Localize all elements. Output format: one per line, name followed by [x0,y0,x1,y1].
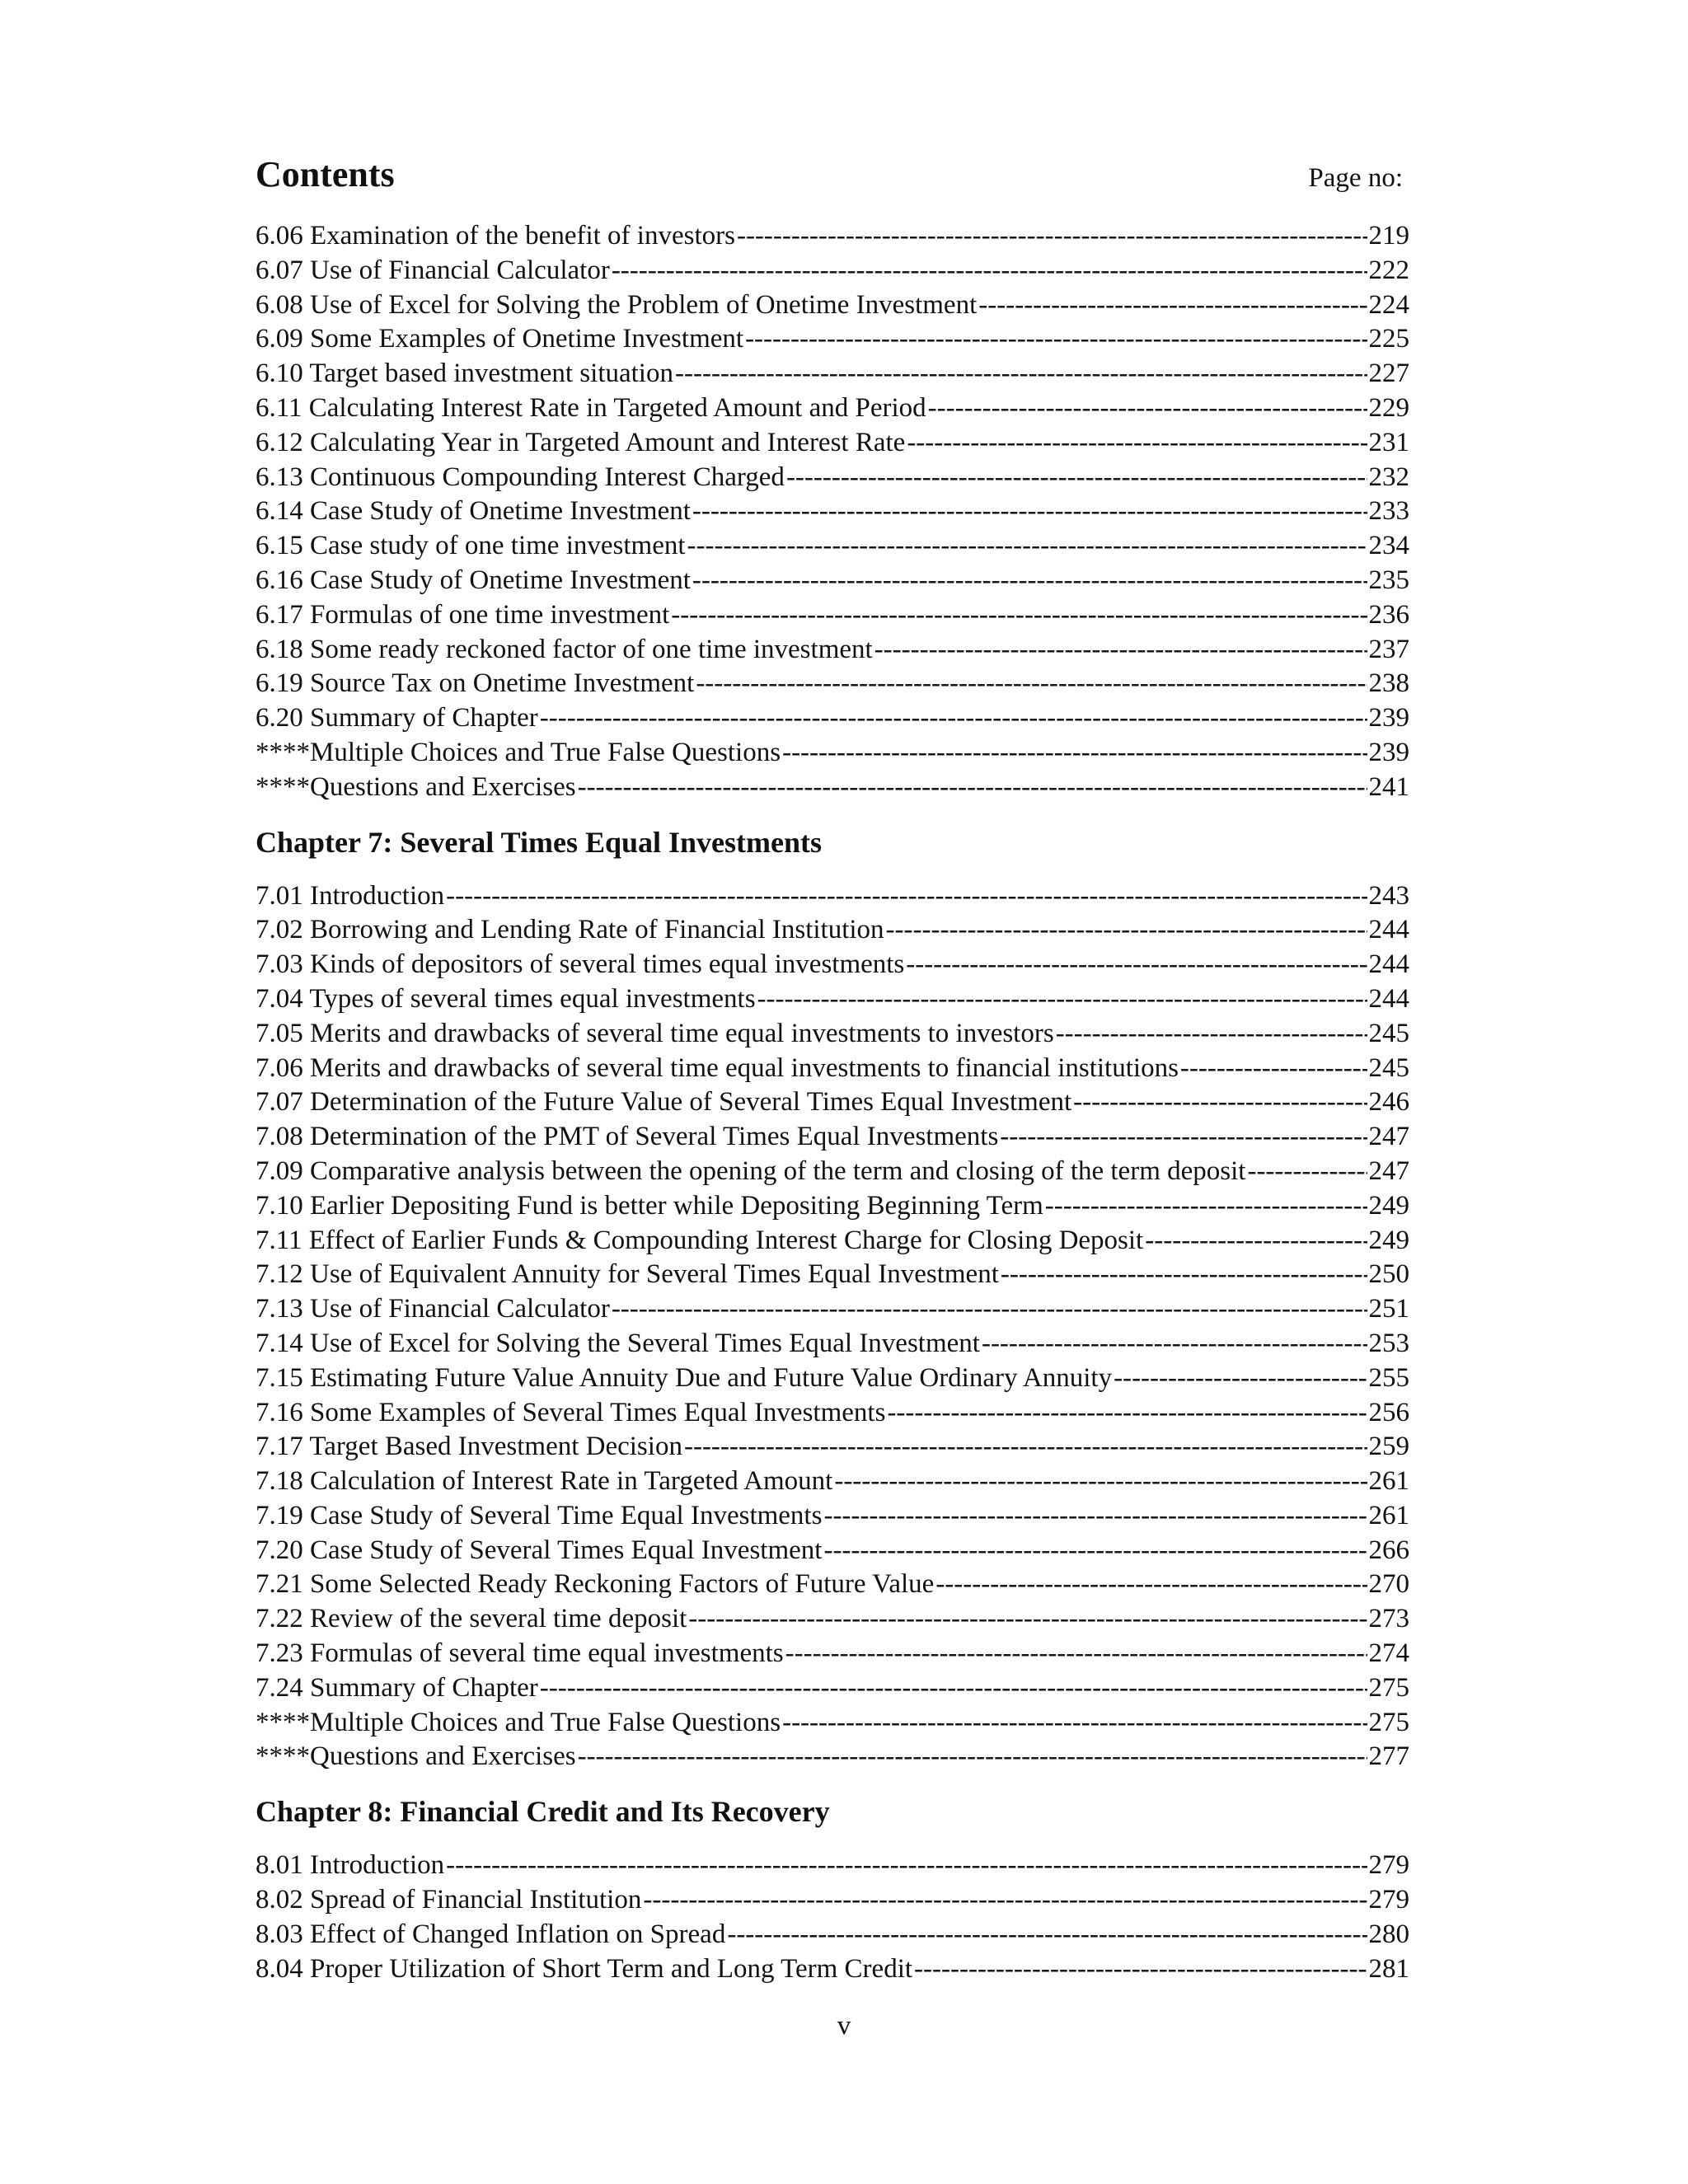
toc-entry[interactable] [256,1292,1409,1327]
dash-leader [834,1465,1367,1499]
toc-entry-page-number: 239 [1368,703,1409,733]
dash-leader [782,1706,1367,1741]
toc-entry-page-number: 249 [1368,1190,1409,1221]
toc-entry-title: 6.08 Use of Excel for Solving the Problem of Onetime Investment [256,289,978,320]
toc-entry-page-number: 245 [1368,1052,1409,1083]
toc-entry-title: 7.20 Case Study of Several Times Equal Investment [256,1535,823,1565]
toc-entry-title: ****Questions and Exercises [256,771,576,802]
toc-entry-title: 6.17 Formulas of one time investment [256,599,670,630]
dash-leader [688,1602,1367,1637]
toc-entry-page-number: 219 [1368,221,1409,251]
dash-leader [446,879,1367,914]
toc-entry-title: ****Questions and Exercises [256,1741,576,1772]
toc-entry-title: 6.13 Continuous Compounding Interest Charged [256,462,785,492]
dash-leader [874,633,1367,668]
toc-entry-page-number: 259 [1368,1432,1409,1462]
toc-entry-title: 7.10 Earlier Depositing Fund is better while Depositing Beginning Term [256,1190,1043,1221]
dash-leader [696,667,1367,701]
toc-entry[interactable] [256,879,1409,914]
dash-leader [684,1430,1367,1465]
toc-entry-title: 7.06 Merits and drawbacks of several time equal investments to financial institutions [256,1052,1179,1083]
chapter-heading: Chapter 7: Several Times Equal Investments [256,825,823,859]
toc-entry-title: 7.14 Use of Excel for Solving the Several Times Equal Investment [256,1328,980,1358]
toc-entry-title: 6.20 Summary of Chapter [256,703,538,733]
toc-entry-title: 7.03 Kinds of depositors of several times equal investments [256,949,905,980]
dash-leader [540,1671,1367,1706]
dash-leader [1114,1361,1367,1396]
toc-entry-title: 6.16 Case Study of Onetime Investment [256,565,691,595]
toc-entry[interactable] [256,494,1409,529]
toc-entry-title: 6.09 Some Examples of Onetime Investment [256,324,744,354]
toc-entry-page-number: 235 [1368,565,1409,595]
toc-entry[interactable] [256,1017,1409,1052]
toc-entry-page-number: 231 [1368,427,1409,457]
dash-leader [1045,1189,1367,1224]
toc-entry-page-number: 250 [1368,1259,1409,1290]
toc-entry-title: 6.18 Some ready reckoned factor of one time investment [256,634,873,664]
dash-leader [1073,1085,1367,1120]
toc-entry-page-number: 232 [1368,462,1409,492]
toc-entry-page-number: 280 [1368,1919,1409,1949]
toc-entry-title: 7.05 Merits and drawbacks of several time equal investments to investors [256,1018,1054,1048]
toc-entry-title: 6.14 Case Study of Onetime Investment [256,496,691,527]
toc-entry-page-number: 245 [1368,1018,1409,1048]
toc-list [256,219,1409,1986]
toc-entry[interactable] [256,982,1409,1017]
chapter-heading: Chapter 8: Financial Credit and Its Recovery [256,1795,830,1829]
toc-entry-title: 7.04 Types of several times equal investments [256,983,756,1014]
dash-leader [692,494,1367,529]
page-title: Contents [256,154,395,194]
toc-entry-title: 8.04 Proper Utilization of Short Term and Long Term Credit [256,1953,913,1984]
toc-entry[interactable] [256,1361,1409,1396]
toc-entry-page-number: 236 [1368,599,1409,630]
toc-entry-title: 6.07 Use of Financial Calculator [256,255,610,285]
toc-entry[interactable] [256,1568,1409,1602]
toc-entry[interactable] [256,1637,1409,1671]
toc-entry[interactable] [256,357,1409,391]
toc-entry[interactable] [256,461,1409,495]
toc-entry-page-number: 227 [1368,359,1409,389]
toc-entry-title: 7.15 Estimating Future Value Annuity Due and Future Value Ordinary Annuity [256,1362,1113,1393]
dash-leader [823,1499,1367,1534]
dash-leader [782,736,1367,771]
toc-entry[interactable] [256,1085,1409,1120]
toc-entry-page-number: 273 [1368,1604,1409,1634]
toc-entry[interactable] [256,771,1409,805]
dash-leader [687,529,1367,564]
dash-leader [578,771,1367,805]
toc-entry-title: 7.02 Borrowing and Lending Rate of Financial Institution [256,915,884,945]
dash-leader [745,322,1367,357]
toc-entry[interactable] [256,1396,1409,1431]
toc-entry[interactable] [256,288,1409,323]
dash-leader [1000,1120,1367,1155]
dash-leader [1180,1052,1367,1086]
toc-entry-title: 7.17 Target Based Investment Decision [256,1432,682,1462]
toc-entry-page-number: 237 [1368,634,1409,664]
toc-entry[interactable] [256,1499,1409,1534]
toc-entry[interactable] [256,667,1409,701]
toc-entry-page-number: 274 [1368,1638,1409,1669]
toc-entry[interactable] [256,1155,1409,1189]
toc-entry-page-number: 246 [1368,1087,1409,1118]
toc-entry-page-number: 279 [1368,1885,1409,1915]
dash-leader [643,1883,1367,1918]
dash-leader [887,1396,1367,1431]
toc-entry[interactable] [256,219,1409,254]
toc-entry-page-number: 244 [1368,983,1409,1014]
toc-entry[interactable] [256,1602,1409,1637]
dash-leader [786,461,1367,495]
toc-entry-title: 7.18 Calculation of Interest Rate in Targeted Amount [256,1466,833,1497]
toc-entry[interactable] [256,1918,1409,1952]
toc-entry-title: 7.24 Summary of Chapter [256,1672,538,1703]
toc-entry-title: 6.15 Case study of one time investment [256,531,686,561]
toc-entry-title: 7.23 Formulas of several time equal investments [256,1638,784,1669]
toc-entry-page-number: 225 [1368,324,1409,354]
toc-entry-title: 7.11 Effect of Earlier Funds & Compounding Interest Charge for Closing Deposit [256,1225,1144,1255]
toc-entry-title: ****Multiple Choices and True False Questions [256,737,781,767]
toc-entry-page-number: 233 [1368,496,1409,527]
toc-entry-page-number: 275 [1368,1672,1409,1703]
toc-entry[interactable] [256,1952,1409,1987]
toc-entry-page-number: 251 [1368,1294,1409,1324]
toc-entry-title: 7.09 Comparative analysis between the opening of the term and closing of the term deposit [256,1155,1246,1186]
toc-entry-title: 7.19 Case Study of Several Time Equal Investments [256,1500,823,1530]
toc-entry[interactable] [256,948,1409,982]
toc-entry-title: 7.08 Determination of the PMT of Several Times Equal Investments [256,1122,999,1152]
toc-entry-page-number: 253 [1368,1328,1409,1358]
dash-leader [1001,1258,1367,1292]
toc-entry[interactable] [256,322,1409,357]
toc-entry-page-number: 244 [1368,949,1409,980]
page-number-column-label: Page no: [1308,163,1403,193]
toc-entry[interactable] [256,1430,1409,1465]
dash-leader [785,1637,1367,1671]
contents-page [256,153,1409,1986]
dash-leader [928,391,1367,426]
toc-entry[interactable] [256,633,1409,668]
dash-leader [1056,1017,1367,1052]
toc-entry-title: 7.07 Determination of the Future Value of Several Times Equal Investment [256,1087,1072,1118]
toc-entry[interactable] [256,1120,1409,1155]
toc-entry-page-number: 261 [1368,1466,1409,1497]
dash-leader [1247,1155,1367,1189]
toc-entry[interactable] [256,1883,1409,1918]
toc-entry-title: 7.16 Some Examples of Several Times Equal Investments [256,1397,886,1427]
toc-entry[interactable] [256,391,1409,426]
toc-entry[interactable] [256,1189,1409,1224]
dash-leader [727,1918,1367,1952]
dash-leader [1145,1224,1367,1258]
toc-entry[interactable] [256,254,1409,288]
dash-leader [692,564,1367,598]
toc-entry-page-number: 222 [1368,255,1409,285]
toc-entry-page-number: 224 [1368,289,1409,320]
toc-entry-page-number: 249 [1368,1225,1409,1255]
toc-entry[interactable] [256,701,1409,736]
dash-leader [612,254,1367,288]
dash-leader [823,1534,1367,1568]
dash-leader [446,1849,1367,1883]
toc-entry-page-number: 279 [1368,1850,1409,1881]
toc-entry[interactable] [256,736,1409,771]
toc-entry[interactable] [256,1327,1409,1361]
toc-entry[interactable] [256,1224,1409,1258]
toc-entry[interactable] [256,1706,1409,1741]
toc-entry-page-number: 275 [1368,1707,1409,1737]
toc-entry-title: 6.11 Calculating Interest Rate in Targeted Amount and Period [256,392,926,423]
toc-entry[interactable] [256,529,1409,564]
toc-entry-page-number: 256 [1368,1397,1409,1427]
dash-leader [978,288,1367,323]
toc-entry-page-number: 270 [1368,1569,1409,1600]
page-footer-number: v [837,2011,851,2041]
toc-entry[interactable] [256,426,1409,461]
toc-entry[interactable] [256,1052,1409,1086]
toc-entry[interactable] [256,1740,1409,1774]
toc-entry-page-number: 243 [1368,880,1409,911]
dash-leader [737,219,1367,254]
toc-entry-page-number: 255 [1368,1362,1409,1393]
toc-entry[interactable] [256,1258,1409,1292]
toc-entry-page-number: 277 [1368,1741,1409,1772]
toc-entry-page-number: 261 [1368,1500,1409,1530]
toc-entry-page-number: 247 [1368,1122,1409,1152]
dash-leader [578,1740,1367,1774]
toc-entry-title: 8.02 Spread of Financial Institution [256,1885,642,1915]
dash-leader [886,913,1367,948]
toc-entry-page-number: 281 [1368,1953,1409,1984]
dash-leader [671,598,1367,633]
dash-leader [540,701,1367,736]
toc-entry-page-number: 247 [1368,1155,1409,1186]
toc-entry[interactable] [256,1465,1409,1499]
toc-entry[interactable] [256,1849,1409,1883]
toc-entry-title: 7.12 Use of Equivalent Annuity for Several Times Equal Investment [256,1259,999,1290]
dash-leader [907,426,1367,461]
toc-entry-title: 6.19 Source Tax on Onetime Investment [256,668,695,699]
toc-entry-page-number: 229 [1368,392,1409,423]
toc-entry-title: ****Multiple Choices and True False Questions [256,1707,781,1737]
toc-entry-page-number: 244 [1368,915,1409,945]
toc-entry[interactable] [256,564,1409,598]
dash-leader [757,982,1367,1017]
dash-leader [906,948,1367,982]
toc-entry-page-number: 238 [1368,668,1409,699]
toc-entry[interactable] [256,913,1409,948]
dash-leader [612,1292,1367,1327]
toc-entry-title: 7.21 Some Selected Ready Reckoning Factors of Future Value [256,1569,935,1600]
toc-entry-title: 8.01 Introduction [256,1850,445,1881]
dash-leader [675,357,1367,391]
toc-entry-title: 7.22 Review of the several time deposit [256,1604,687,1634]
toc-entry-page-number: 239 [1368,737,1409,767]
toc-entry-title: 6.06 Examination of the benefit of investors [256,221,735,251]
toc-entry[interactable] [256,1534,1409,1568]
toc-entry-title: 7.01 Introduction [256,880,445,911]
toc-entry-page-number: 266 [1368,1535,1409,1565]
toc-entry-title: 6.12 Calculating Year in Targeted Amount and Interest Rate [256,427,906,457]
dash-leader [935,1568,1367,1602]
toc-entry[interactable] [256,1671,1409,1706]
toc-entry-title: 6.10 Target based investment situation [256,359,673,389]
dash-leader [982,1327,1367,1361]
contents-header [256,153,1409,206]
toc-entry-page-number: 234 [1368,531,1409,561]
toc-entry[interactable] [256,598,1409,633]
toc-entry-page-number: 241 [1368,771,1409,802]
toc-entry-title: 8.03 Effect of Changed Inflation on Spread [256,1919,726,1949]
dash-leader [914,1952,1367,1987]
toc-entry-title: 7.13 Use of Financial Calculator [256,1294,610,1324]
